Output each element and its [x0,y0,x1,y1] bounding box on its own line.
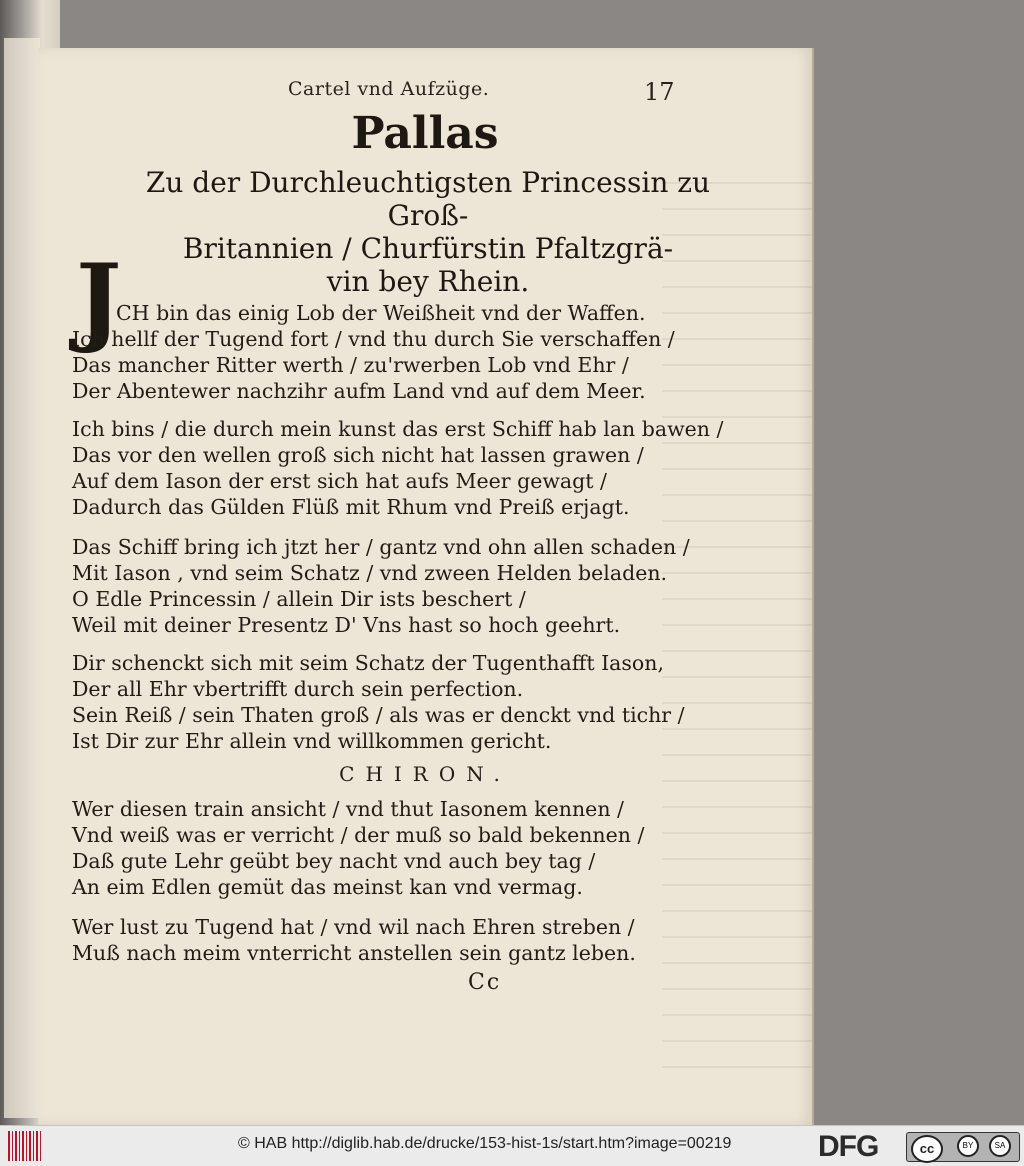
subtitle-line: vin bey Rhein. [326,265,530,298]
stanza-3 [72,534,712,638]
running-title: Cartel vnd Aufzüge. [288,78,490,100]
verse-line: An eim Edlen gemüt das meinst kan vnd vermag. [72,875,583,899]
verse-line: CH bin das einig Lob der Weißheit vnd der Waffen. [116,301,646,325]
page-header [260,78,680,108]
verse-line: Mit Iason , vnd seim Schatz / vnd zween Helden beladen. [72,561,668,585]
verse-line: Sein Reiß / sein Thaten groß / als was er denckt vnd tichr / [72,703,685,727]
viewer-footer [0,1125,1024,1166]
verse-line: Das vor den wellen groß sich nicht hat lassen grawen / [72,443,644,467]
stanza-1 [72,300,712,404]
chiron-stanza-2 [72,914,712,966]
verse-line: Vnd weiß was er verricht / der muß so bald bekennen / [72,823,645,847]
verse-line: Ich hellf der Tugend fort / vnd thu durch Sie verschaffen / [72,327,675,351]
speaker-heading: CHIRON. [339,762,511,786]
verse-line: Dir schenckt sich mit seim Schatz der Tugenthafft Iason, [72,651,664,675]
verse-line: Das Schiff bring ich jtzt her / gantz vnd ohn allen schaden / [72,535,690,559]
stanza-2 [72,416,724,520]
by-icon: BY [957,1135,979,1157]
sa-icon: SA [989,1135,1011,1157]
subtitle-line: Britannien / Churfürstin Pfaltzgrä- [182,232,674,265]
chiron-stanza-1 [72,796,712,900]
verse-line: Muß nach meim vnterricht anstellen sein gantz leben. [72,941,636,965]
drop-cap: J [76,243,122,356]
verse-line: Das mancher Ritter werth / zu'rwerben Lob vnd Ehr / [72,353,629,377]
verse-line: O Edle Princessin / allein Dir ists beschert / [72,587,526,611]
subtitle-line: Zu der Durchleuchtigsten Princessin zu Groß- [145,166,711,232]
verse-line: Dadurch das Gülden Flüß mit Rhum vnd Preiß erjagt. [72,495,630,519]
dfg-logo: DFG [818,1130,879,1163]
book-page [38,48,812,1125]
verse-line: Ist Dir zur Ehr allein vnd willkommen gericht. [72,729,552,753]
page-number: 17 [644,78,675,106]
catchword: Cc [468,970,502,995]
verse-line: Daß gute Lehr geübt bey nacht vnd auch bey tag / [72,849,596,873]
verse-line: Der Abentewer nachzihr aufm Land vnd auf dem Meer. [72,379,646,403]
verse-line: Ich bins / die durch mein kunst das erst Schiff hab lan bawen / [72,417,724,441]
copyright-link[interactable]: © HAB http://diglib.hab.de/drucke/153-hist-1s/start.htm?image=00219 [238,1135,732,1152]
dedication-subtitle [108,166,748,298]
page-title: Pallas [351,108,499,159]
verse-line: Auf dem Iason der erst sich hat aufs Meer gewagt / [72,469,607,493]
stanza-4 [72,650,712,754]
cc-icon: cc [911,1135,943,1163]
cc-license-badge[interactable] [906,1132,1020,1162]
verse-line: Wer lust zu Tugend hat / vnd wil nach Ehren streben / [72,915,635,939]
verse-line: Der all Ehr vbertrifft durch sein perfection. [72,677,524,701]
verse-line: Weil mit deiner Presentz D' Vns hast so hoch geehrt. [72,613,621,637]
barcode-icon [8,1131,42,1161]
left-page-edge [4,38,40,1118]
verse-line: Wer diesen train ansicht / vnd thut Iasonem kennen / [72,797,624,821]
